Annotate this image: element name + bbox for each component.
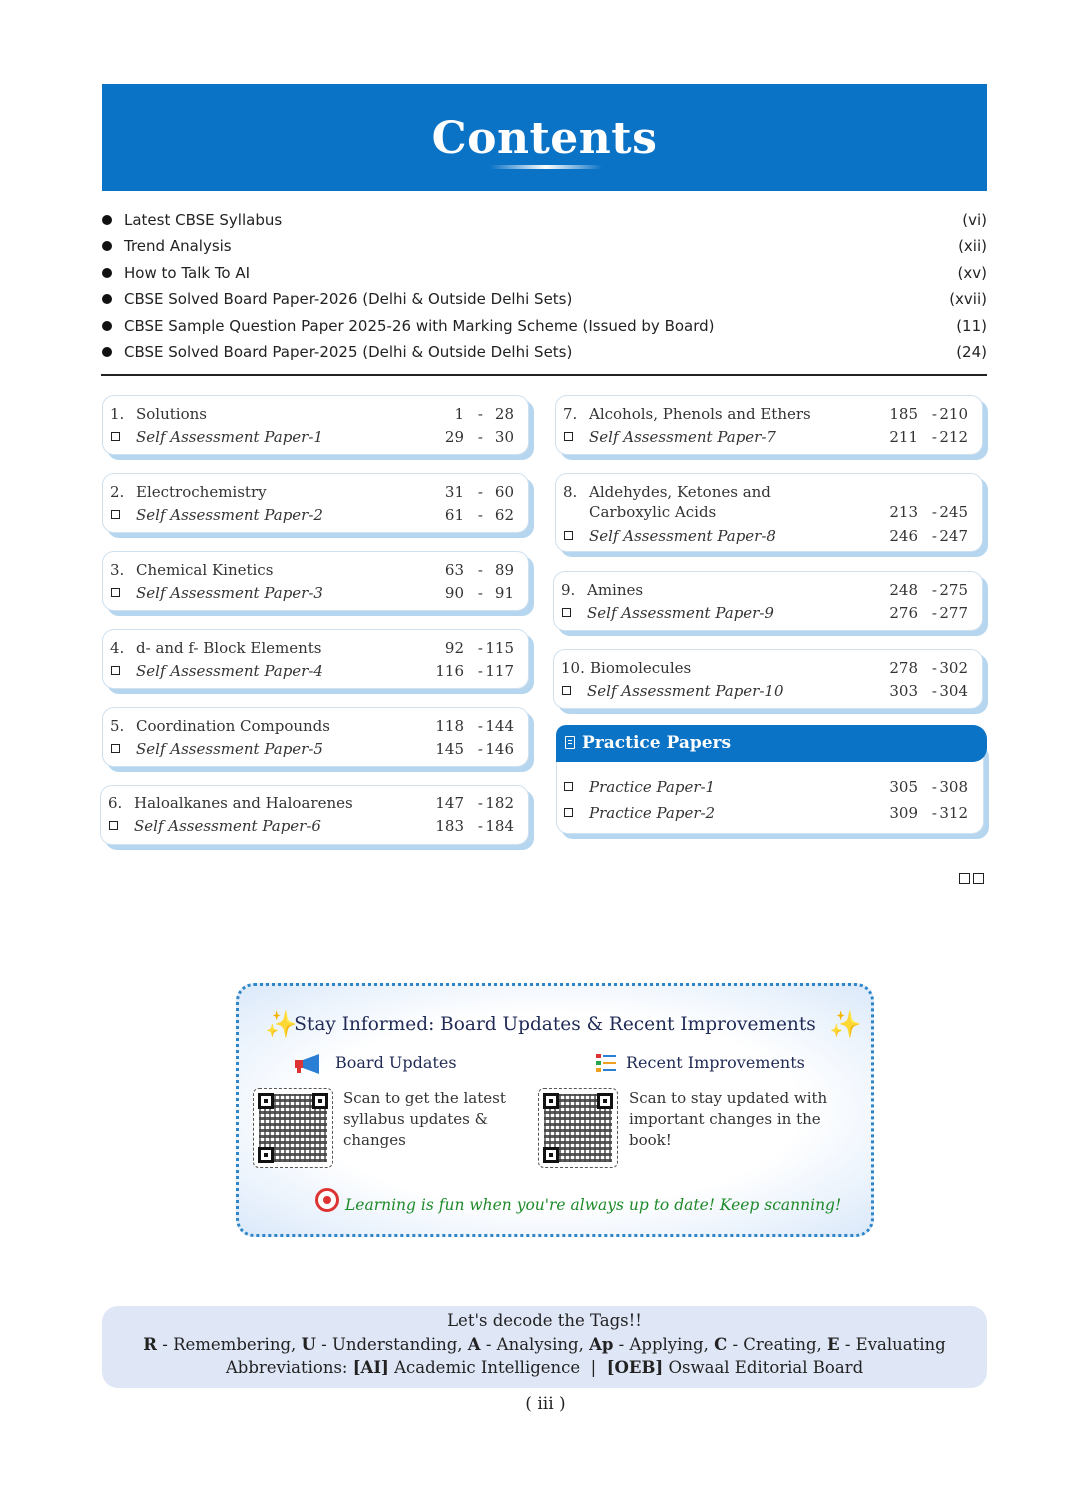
range-dash: - bbox=[931, 527, 937, 545]
range-dash: - bbox=[477, 794, 483, 812]
range-dash: - bbox=[477, 662, 483, 680]
chapter-number: 8. bbox=[563, 483, 578, 501]
sparkle-star-icon: ✨ bbox=[829, 1010, 862, 1040]
self-assessment-title: Self Assessment Paper-10 bbox=[587, 682, 784, 700]
page-from: 116 bbox=[435, 662, 464, 680]
intro-item[interactable] bbox=[102, 313, 987, 339]
page-to: 117 bbox=[485, 662, 514, 680]
range-dash: - bbox=[931, 405, 937, 423]
intro-item-page: (xvii) bbox=[949, 290, 987, 309]
range-dash: - bbox=[477, 506, 483, 524]
self-assessment-title: Self Assessment Paper-1 bbox=[136, 428, 323, 446]
chapter-box-2[interactable] bbox=[102, 473, 529, 533]
page-to: 210 bbox=[939, 405, 968, 423]
chapter-number: 9. bbox=[561, 581, 576, 599]
practice-papers-header bbox=[556, 725, 987, 762]
chapter-number: 10. bbox=[561, 659, 585, 677]
page-to: 308 bbox=[939, 778, 968, 796]
chapter-title-continued: Carboxylic Acids bbox=[589, 503, 717, 521]
chapter-title: Coordination Compounds bbox=[136, 717, 330, 735]
chapter-title: Alcohols, Phenols and Ethers bbox=[589, 405, 811, 423]
page-from: 185 bbox=[889, 405, 918, 423]
page-from: 211 bbox=[889, 428, 918, 446]
intro-list bbox=[102, 207, 987, 365]
self-assessment-title: Self Assessment Paper-9 bbox=[587, 604, 774, 622]
range-dash: - bbox=[931, 778, 937, 796]
recent-improvements-text: Scan to stay updated with important changes in the book! bbox=[629, 1089, 828, 1149]
page-from: 213 bbox=[889, 503, 918, 521]
self-assessment-title: Self Assessment Paper-2 bbox=[136, 506, 323, 524]
range-dash: - bbox=[477, 817, 483, 835]
checkbox-icon bbox=[111, 666, 120, 675]
document-icon bbox=[565, 736, 575, 749]
page-to: 245 bbox=[939, 503, 968, 521]
self-assessment-title: Self Assessment Paper-8 bbox=[589, 527, 776, 545]
bullet-icon bbox=[102, 241, 112, 251]
page-from: 92 bbox=[444, 639, 464, 657]
self-assessment-title: Self Assessment Paper-4 bbox=[136, 662, 323, 680]
tags-line-1: R - Remembering, U - Understanding, A - Analysing, Ap - Applying, C - Creating, E - Evaluating bbox=[143, 1335, 946, 1354]
bullet-icon bbox=[102, 321, 112, 331]
checkbox-icon bbox=[111, 588, 120, 597]
end-mark-icon bbox=[959, 873, 970, 884]
recent-improvements-heading: Recent Improvements bbox=[626, 1053, 805, 1072]
practice-papers-title: Practice Papers bbox=[582, 733, 732, 753]
range-dash: - bbox=[477, 405, 483, 423]
checkbox-icon bbox=[564, 432, 573, 441]
page-from: 145 bbox=[435, 740, 464, 758]
target-icon bbox=[315, 1188, 339, 1212]
page-from: 118 bbox=[435, 717, 464, 735]
end-mark-icon bbox=[973, 873, 984, 884]
tags-legend bbox=[102, 1306, 987, 1388]
intro-item-page: (xv) bbox=[957, 263, 987, 282]
sparkle-star-icon: ✨ bbox=[265, 1010, 298, 1040]
chapter-number: 2. bbox=[110, 483, 125, 501]
checkbox-icon bbox=[109, 821, 118, 830]
page-to: 304 bbox=[939, 682, 968, 700]
intro-item-label: Trend Analysis bbox=[124, 237, 232, 256]
board-updates-heading: Board Updates bbox=[335, 1053, 457, 1072]
range-dash: - bbox=[931, 659, 937, 677]
page-to: 184 bbox=[485, 817, 514, 835]
page-to: 115 bbox=[485, 639, 514, 657]
board-updates-text: Scan to get the latest syllabus updates & changes bbox=[343, 1089, 506, 1149]
page-from: 29 bbox=[444, 428, 464, 446]
range-dash: - bbox=[931, 604, 937, 622]
chapter-title: Solutions bbox=[136, 405, 207, 423]
chapter-title: Haloalkanes and Haloarenes bbox=[134, 794, 353, 812]
bullet-icon bbox=[102, 215, 112, 225]
page-to: 247 bbox=[939, 527, 968, 545]
chapter-number: 3. bbox=[110, 561, 125, 579]
checkbox-icon bbox=[111, 744, 120, 753]
page-from: 90 bbox=[444, 584, 464, 602]
chapter-box-10[interactable] bbox=[553, 649, 983, 709]
page-from: 248 bbox=[889, 581, 918, 599]
chapter-title: Aldehydes, Ketones and bbox=[589, 483, 771, 501]
page-to: 146 bbox=[485, 740, 514, 758]
range-dash: - bbox=[931, 682, 937, 700]
self-assessment-title: Self Assessment Paper-3 bbox=[136, 584, 323, 602]
page-to: 60 bbox=[494, 483, 514, 501]
intro-item-page: (11) bbox=[956, 316, 987, 335]
page-from: 63 bbox=[444, 561, 464, 579]
chapter-title: d- and f- Block Elements bbox=[136, 639, 322, 657]
range-dash: - bbox=[477, 740, 483, 758]
checkbox-icon bbox=[564, 782, 573, 791]
page-to: 30 bbox=[494, 428, 514, 446]
page-from: 303 bbox=[889, 682, 918, 700]
chapter-box-8[interactable] bbox=[555, 473, 983, 552]
page-to: 144 bbox=[485, 717, 514, 735]
intro-item-page: (xii) bbox=[958, 237, 987, 256]
checkbox-icon bbox=[562, 686, 571, 695]
intro-item[interactable] bbox=[102, 233, 987, 259]
page-from: 147 bbox=[435, 794, 464, 812]
intro-item[interactable] bbox=[102, 339, 987, 365]
stay-informed-box bbox=[236, 983, 874, 1237]
board-updates-qr-code[interactable] bbox=[253, 1088, 333, 1168]
chapter-title: Biomolecules bbox=[590, 659, 692, 677]
page-to: 89 bbox=[494, 561, 514, 579]
chapter-box-1[interactable] bbox=[102, 395, 529, 455]
page-to: 277 bbox=[939, 604, 968, 622]
page-from: 61 bbox=[444, 506, 464, 524]
intro-item-label: CBSE Solved Board Paper-2026 (Delhi & Outside Delhi Sets) bbox=[124, 290, 573, 309]
intro-item[interactable] bbox=[102, 260, 987, 286]
intro-item-label: How to Talk To AI bbox=[124, 263, 251, 282]
intro-item[interactable] bbox=[102, 207, 987, 233]
page-to: 91 bbox=[494, 584, 514, 602]
chapter-title: Chemical Kinetics bbox=[136, 561, 274, 579]
tags-title: Let's decode the Tags!! bbox=[447, 1311, 642, 1330]
range-dash: - bbox=[931, 503, 937, 521]
range-dash: - bbox=[477, 584, 483, 602]
chapter-number: 7. bbox=[563, 405, 578, 423]
page-from: 183 bbox=[435, 817, 464, 835]
page-to: 62 bbox=[494, 506, 514, 524]
intro-item-label: Latest CBSE Syllabus bbox=[124, 211, 283, 229]
practice-paper-item[interactable] bbox=[556, 802, 982, 824]
page-to: 182 bbox=[485, 794, 514, 812]
page-to: 302 bbox=[939, 659, 968, 677]
megaphone-icon bbox=[293, 1053, 323, 1075]
section-divider bbox=[101, 374, 987, 376]
page-to: 312 bbox=[939, 804, 968, 822]
range-dash: - bbox=[477, 428, 483, 446]
practice-paper-title: Practice Paper-2 bbox=[589, 804, 716, 822]
stay-informed-title: Stay Informed: Board Updates & Recent Improvements bbox=[294, 1014, 816, 1035]
intro-item[interactable] bbox=[102, 286, 987, 312]
checkbox-icon bbox=[562, 608, 571, 617]
range-dash: - bbox=[477, 483, 483, 501]
bullet-icon bbox=[102, 294, 112, 304]
range-dash: - bbox=[931, 428, 937, 446]
contents-banner bbox=[102, 84, 987, 191]
page-title: Contents bbox=[431, 113, 658, 164]
page-from: 246 bbox=[889, 527, 918, 545]
range-dash: - bbox=[931, 581, 937, 599]
self-assessment-title: Self Assessment Paper-6 bbox=[134, 817, 321, 835]
chapter-title: Amines bbox=[587, 581, 644, 599]
checklist-icon bbox=[595, 1052, 617, 1074]
tags-line-2: Abbreviations: [AI] Academic Intelligence | [OEB] Oswaal Editorial Board bbox=[225, 1358, 864, 1377]
chapter-box-6[interactable] bbox=[100, 785, 529, 845]
practice-list bbox=[556, 775, 982, 830]
page-from: 1 bbox=[454, 405, 464, 423]
intro-item-page: (24) bbox=[956, 342, 987, 361]
range-dash: - bbox=[477, 639, 483, 657]
range-dash: - bbox=[477, 561, 483, 579]
tagline: Learning is fun when you're always up to date! Keep scanning! bbox=[345, 1196, 842, 1214]
practice-paper-title: Practice Paper-1 bbox=[589, 778, 716, 796]
page-from: 276 bbox=[889, 604, 918, 622]
chapter-number: 6. bbox=[108, 794, 123, 812]
page-to: 212 bbox=[939, 428, 968, 446]
intro-item-label: CBSE Sample Question Paper 2025-26 with Marking Scheme (Issued by Board) bbox=[124, 316, 715, 335]
checkbox-icon bbox=[111, 432, 120, 441]
page-number: ( iii ) bbox=[525, 1394, 566, 1414]
range-dash: - bbox=[477, 717, 483, 735]
bullet-icon bbox=[102, 347, 112, 357]
chapter-title: Electrochemistry bbox=[136, 483, 267, 501]
chapter-box-4[interactable] bbox=[102, 629, 529, 689]
page-from: 305 bbox=[889, 778, 918, 796]
chapter-number: 4. bbox=[110, 639, 125, 657]
page-from: 31 bbox=[444, 483, 464, 501]
checkbox-icon bbox=[111, 510, 120, 519]
checkbox-icon bbox=[564, 531, 573, 540]
self-assessment-title: Self Assessment Paper-7 bbox=[589, 428, 776, 446]
practice-paper-item[interactable] bbox=[556, 776, 982, 798]
checkbox-icon bbox=[564, 808, 573, 817]
page-from: 278 bbox=[889, 659, 918, 677]
page-to: 28 bbox=[494, 405, 514, 423]
recent-improvements-qr-code[interactable] bbox=[538, 1088, 618, 1168]
page-to: 275 bbox=[939, 581, 968, 599]
chapter-box-9[interactable] bbox=[553, 571, 983, 631]
chapter-box-3[interactable] bbox=[102, 551, 529, 611]
chapter-box-5[interactable] bbox=[102, 707, 529, 767]
intro-item-page: (vi) bbox=[962, 211, 987, 229]
intro-item-label: CBSE Solved Board Paper-2025 (Delhi & Outside Delhi Sets) bbox=[124, 342, 573, 361]
chapter-box-7[interactable] bbox=[555, 395, 983, 455]
page-from: 309 bbox=[889, 804, 918, 822]
self-assessment-title: Self Assessment Paper-5 bbox=[136, 740, 323, 758]
bullet-icon bbox=[102, 268, 112, 278]
chapter-number: 1. bbox=[110, 405, 125, 423]
title-underline bbox=[490, 165, 602, 169]
chapter-number: 5. bbox=[110, 717, 125, 735]
range-dash: - bbox=[931, 804, 937, 822]
